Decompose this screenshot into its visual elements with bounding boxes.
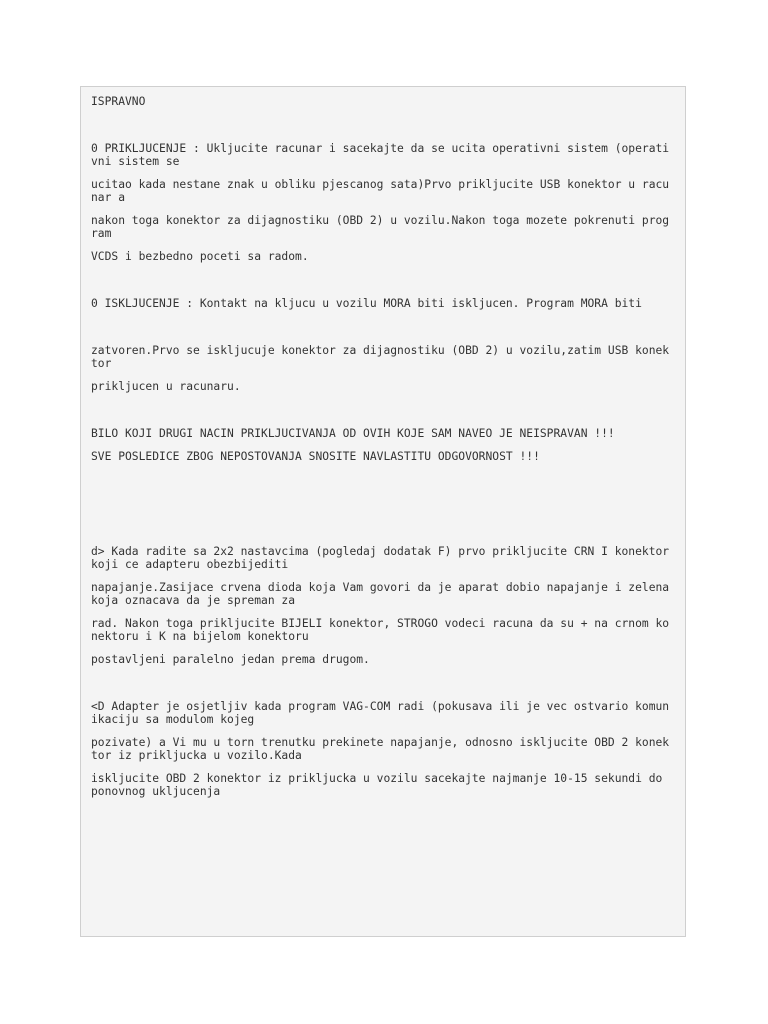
text-line: iskljucite OBD 2 konektor iz prikljucka u vozilu sacekajte najmanje 10-15 sekundi do ponovnog ukljucenja: [91, 772, 670, 798]
text-line: VCDS i bezbedno poceti sa radom.: [91, 250, 309, 263]
text-line: zatvoren.Prvo se iskljucuje konektor za dijagnostiku (OBD 2) u vozilu,zatim USB konektor: [91, 344, 670, 370]
text-line: napajanje.Zasijace crvena dioda koja Vam govori da je aparat dobio napajanje i zelena koja oznacava da je spreman za: [91, 581, 676, 607]
document-page: [80, 86, 686, 937]
text-line: nakon toga konektor za dijagnostiku (OBD 2) u vozilu.Nakon toga mozete pokrenuti program: [91, 214, 670, 240]
text-line: 0 ISKLJUCENJE : Kontakt na kljucu u vozilu MORA biti iskljucen. Program MORA biti: [91, 297, 642, 310]
text-line: 0 PRIKLJUCENJE : Ukljucite racunar i sacekajte da se ucita operativni sistem (operativni sistem se: [91, 142, 670, 168]
warning-line: BILO KOJI DRUGI NACIN PRIKLJUCIVANJA OD OVIH KOJE SAM NAVEO JE NEISPRAVAN !!!: [91, 427, 615, 440]
text-line: <D Adapter je osjetljiv kada program VAG-COM radi (pokusava ili je vec ostvario komunikaciju sa modulom kojeg: [91, 700, 670, 726]
text-line: pozivate) a Vi mu u torn trenutku prekinete napajanje, odnosno iskljucite OBD 2 konektor iz prikljucka u vozilo.Kada: [91, 736, 670, 762]
text-line: ucitao kada nestane znak u obliku pjescanog sata)Prvo prikljucite USB konektor u racunar a: [91, 178, 670, 204]
text-line: d> Kada radite sa 2x2 nastavcima (pogledaj dodatak F) prvo prikljucite CRN I konektor koji ce adapteru obezbijediti: [91, 545, 676, 571]
text-line: postavljeni paralelno jedan prema drugom.: [91, 653, 370, 666]
heading-ispravno: ISPRAVNO: [91, 95, 146, 108]
text-line: prikljucen u racunaru.: [91, 380, 241, 393]
warning-line: SVE POSLEDICE ZBOG NEPOSTOVANJA SNOSITE NAVLASTITU ODGOVORNOST !!!: [91, 450, 540, 463]
text-line: rad. Nakon toga prikljucite BIJELI konektor, STROGO vodeci racuna da su + na crnom konektoru i K na bijelom konektoru: [91, 617, 670, 643]
